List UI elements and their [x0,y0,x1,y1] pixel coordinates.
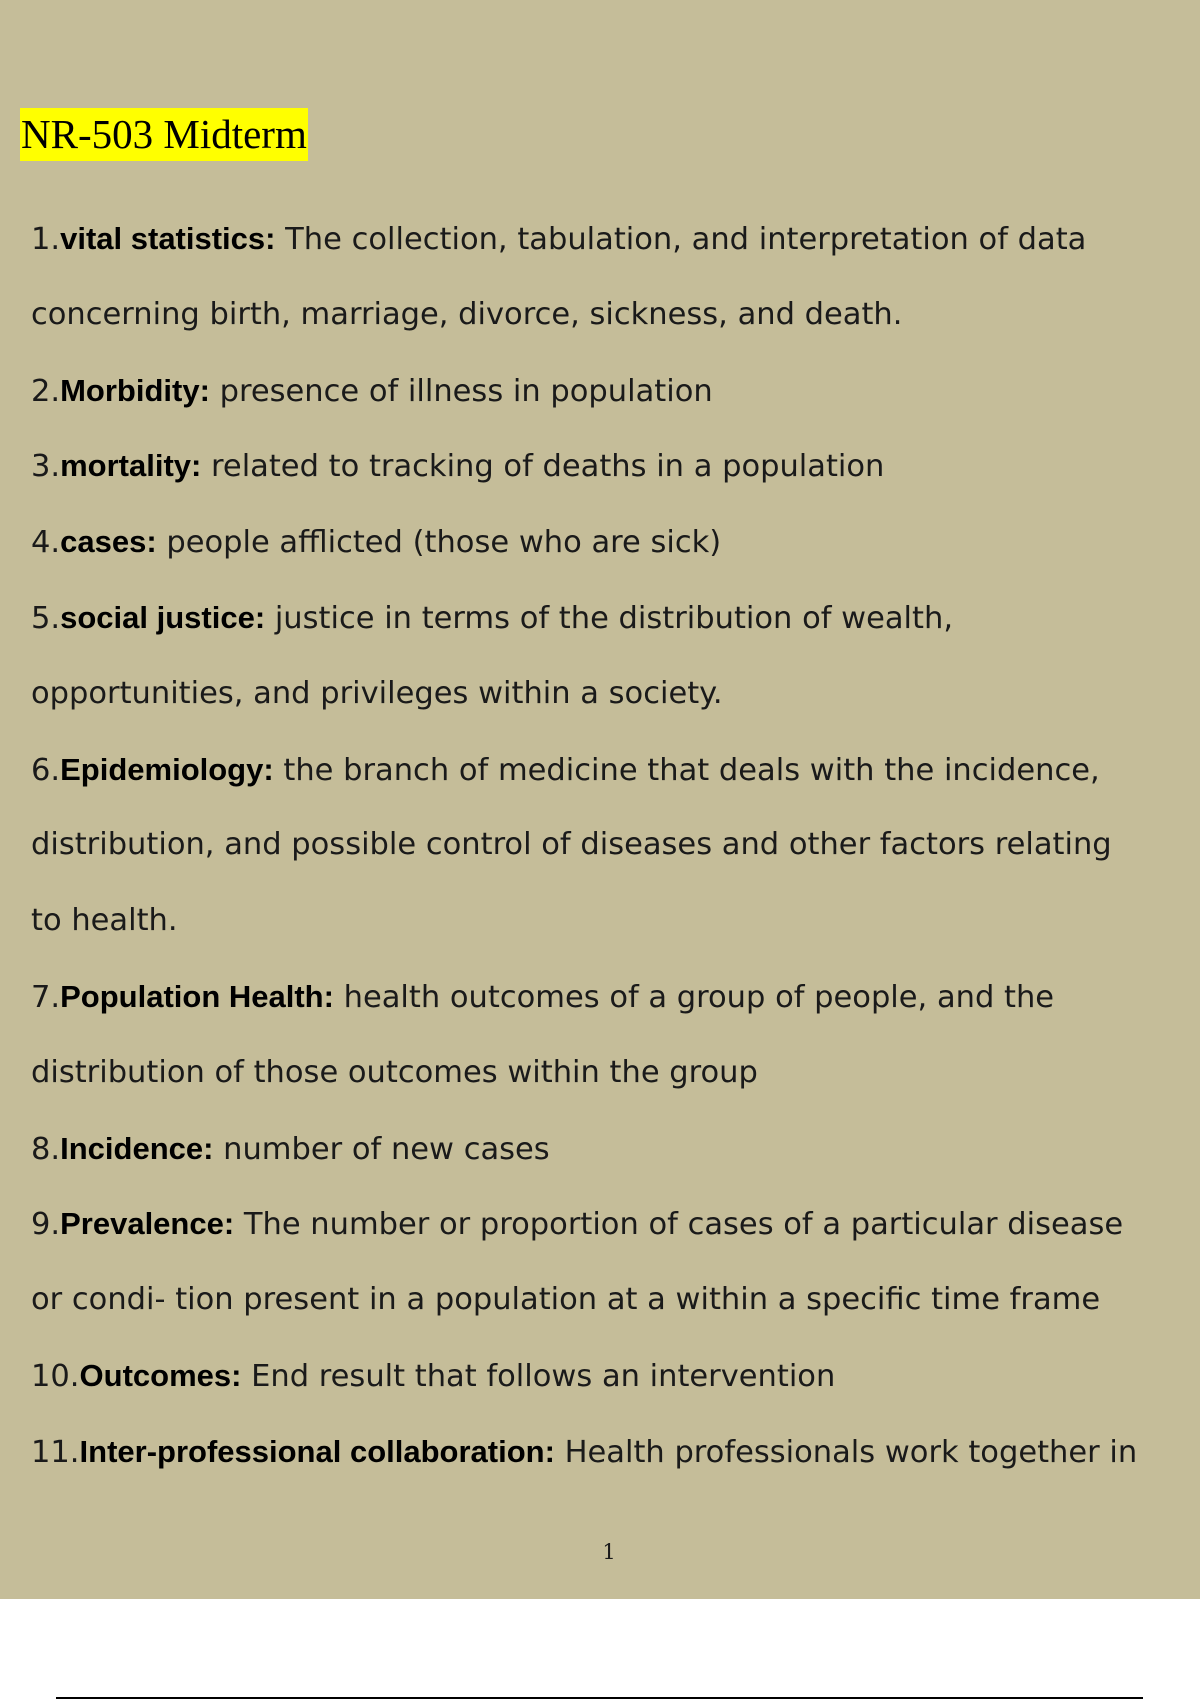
definition-term: Population Health: [60,979,334,1014]
item-number: 6. [31,752,61,788]
item-number: 7. [31,980,61,1015]
definition-text: number of new cases [213,1131,550,1167]
definition-text: health outcomes of a group of people, and the [333,980,1055,1015]
item-number: 4. [31,525,61,561]
definition-continuation: concerning birth, marriage, divorce, sickness, and death. [31,296,903,332]
definition-item [31,215,1086,263]
definition-term: Morbidity: [60,372,210,408]
item-number: 11. [31,1434,80,1470]
definition-text: related to tracking of deaths in a population [201,449,885,485]
definition-continuation: to health. [31,903,178,939]
item-number: 2. [31,373,61,409]
item-number: 10. [31,1359,80,1394]
definition-text: End result that follows an intervention [241,1359,836,1394]
definition-text: The collection, tabulation, and interpretation of data [275,222,1087,257]
item-number: 5. [31,601,61,636]
item-number: 1. [31,222,61,257]
definition-term: cases: [60,524,157,560]
definition-continuation: or condi- tion present in a population at a within a specific time frame [31,1282,1101,1318]
definition-item [31,746,1100,794]
definition-text: the branch of medicine that deals with the incidence, [273,752,1100,788]
definition-item [31,1428,1137,1476]
definition-item [31,1200,1123,1248]
item-number: 8. [31,1131,61,1167]
item-number: 9. [31,1207,61,1243]
definition-item [31,367,713,415]
definition-term: Inter-professional collaboration: [79,1433,555,1469]
definition-term: Prevalence: [60,1206,235,1242]
definition-continuation: distribution of those outcomes within the group [31,1054,758,1090]
definition-text: Health professionals work together in [554,1434,1138,1470]
definition-term: Outcomes: [79,1358,242,1393]
definition-text: presence of illness in population [209,373,713,409]
definition-term: vital statistics: [60,221,276,256]
definition-item [31,1125,550,1173]
item-number: 3. [31,449,61,485]
definition-continuation: opportunities, and privileges within a society. [31,675,723,711]
definition-item [31,1352,835,1400]
definition-term: mortality: [60,448,202,484]
definition-term: Incidence: [60,1130,214,1166]
page-number: 1 [602,1540,616,1564]
definition-text: The number or proportion of cases of a particular disease [234,1207,1124,1243]
definition-term: social justice: [60,600,266,635]
definition-text: people afflicted (those who are sick) [156,525,722,561]
page-divider [56,1697,1143,1699]
definition-term: Epidemiology: [60,751,274,787]
document-title: NR-503 Midterm [20,108,308,161]
definition-item [31,973,1054,1021]
definition-item [31,442,884,490]
definition-text: justice in terms of the distribution of wealth, [265,601,954,636]
definition-item [31,518,721,566]
definition-item [31,594,953,642]
definition-continuation: distribution, and possible control of diseases and other factors relating [31,827,1112,863]
